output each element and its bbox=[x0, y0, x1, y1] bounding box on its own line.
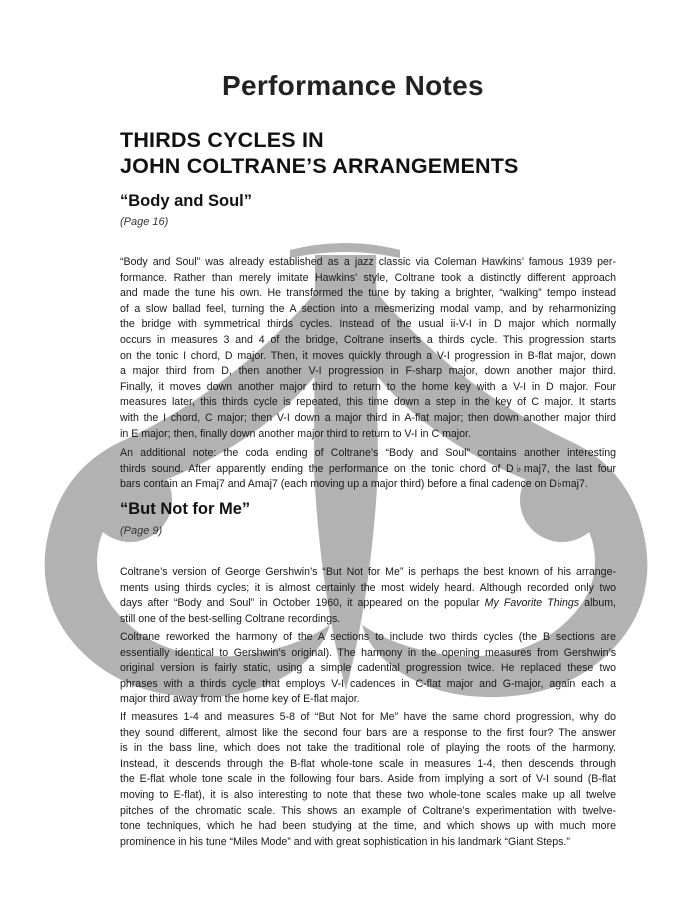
text-line: Instead, it descends through the B-flat whole-tone scale in measures 1-4, then descends through bbox=[120, 757, 616, 770]
text-line: occurs in measures 3 and 4 of the bridge, Coltrane inserts a thirds cycle. This progression starts bbox=[120, 333, 616, 346]
paragraph bbox=[120, 710, 616, 850]
section-heading-but-not-for-me: “But Not for Me” bbox=[120, 500, 251, 518]
paragraph bbox=[120, 565, 616, 627]
paragraph bbox=[120, 255, 616, 442]
text-line: phrases with a thirds cycle that employs V-I cadences in C-flat major and G-major, again each a bbox=[120, 677, 616, 690]
text-line: on the tonic I chord, D major. Then, it moves quickly through a V-I progression in B-flat major, down bbox=[120, 349, 616, 362]
text-line: of a slow ballad feel, turning the A section into a mesmerizing modal vamp, and by reharmonizing bbox=[120, 302, 616, 315]
text-line: original version is fairly static, using a simple cadential progression twice. He replaced these two bbox=[120, 662, 616, 675]
text-line: essentially identical to Gershwin’s original). The harmony in the opening measures from Gershwin’s bbox=[120, 646, 616, 659]
text-line: ments using thirds cycles; it is almost certainly the most widely heard. Although recorded only two bbox=[120, 581, 616, 594]
text-line: prominence in his tune “Miles Mode” and with great sophistication in his landmark “Giant Steps.” bbox=[120, 835, 570, 848]
article-title-line: THIRDS CYCLES IN bbox=[120, 128, 324, 152]
text-line: moving to E-flat), it is also interesting to note that these two whole-tone scales make up all twelve bbox=[120, 788, 616, 801]
text-line: measures later, this thirds cycle is repeated, this time down a step in the key of C major. It starts bbox=[120, 396, 616, 409]
section-page-ref: (Page 9) bbox=[120, 525, 163, 537]
text-line: formance. Rather than merely imitate Hawkins’ style, Coltrane took a distinctly different approach bbox=[120, 271, 616, 284]
text-line: If measures 1-4 and measures 5-8 of “But Not for Me” have the same chord progression, why do bbox=[120, 711, 616, 723]
text-line: with the I chord, C major; then V-I down a major third in A-flat major; then down another major third bbox=[120, 411, 616, 424]
text-line: in E major; then, finally down another major third to return to V-I in C major. bbox=[120, 427, 471, 440]
text-line: days after “Body and Soul” in October 1960, it appeared on the popular My Favorite Things album, bbox=[120, 597, 616, 610]
text-line: the bridge with symmetrical thirds cycles. Instead of the usual ii-V-I in D major which normally bbox=[120, 318, 616, 331]
text-line: thirds sound. After apparently ending the performance on the tonic chord of D♭maj7, the last four bbox=[120, 462, 616, 475]
text-line: and made the tune his own. He transformed the tune by taking a brighter, “walking” tempo instead bbox=[120, 287, 616, 300]
text-line: Coltrane’s version of George Gershwin’s “But Not for Me” is perhaps the best known of his arrange- bbox=[120, 566, 616, 578]
text-line: “Body and Soul” was already established as a jazz classic via Coleman Hawkins’ famous 1939 per- bbox=[120, 256, 616, 268]
text-line: bars contain an Fmaj7 and Amaj7 (each moving up a major third) before a final cadence on D♭maj7. bbox=[120, 478, 588, 491]
text-line: tone techniques, which he had been studying at the time, and which shows up with much more bbox=[120, 820, 616, 833]
paragraph bbox=[120, 446, 616, 493]
page-title: Performance Notes bbox=[222, 70, 484, 101]
text-line: still one of the best-selling Coltrane recordings. bbox=[120, 612, 341, 625]
article-title bbox=[120, 127, 519, 179]
paragraph bbox=[120, 630, 616, 708]
section-heading-body-and-soul: “Body and Soul” bbox=[120, 192, 252, 210]
text-line: a major third from D, then another V-I progression in F-sharp major, down another major third. bbox=[120, 365, 616, 378]
text-line: pitches of the chromatic scale. This shows an example of Coltrane’s experimentation with twelve- bbox=[120, 804, 616, 817]
text-line: Finally, it moves down another major third to return to the home key with a V-I in D major. Four bbox=[120, 380, 616, 393]
section-page-ref: (Page 16) bbox=[120, 216, 169, 228]
text-line: is in the bass line, which does not take the traditional role of playing the roots of the harmony. bbox=[120, 742, 616, 755]
text-line: the E-flat whole tone scale in the following four bars. Aside from implying a sort of V-I sound (B-flat bbox=[120, 773, 616, 786]
text-line: they sound different, almost like the second four bars are a response to the first four? The answer bbox=[120, 726, 616, 739]
article-title-line: JOHN COLTRANE’S ARRANGEMENTS bbox=[120, 154, 519, 178]
text-line: Coltrane reworked the harmony of the A sections to include two thirds cycles (the B sections are bbox=[120, 631, 616, 643]
text-line: An additional note: the coda ending of Coltrane’s “Body and Soul” contains another interesting bbox=[120, 447, 616, 459]
text-line: major third away from the home key of E-flat major. bbox=[120, 693, 360, 706]
